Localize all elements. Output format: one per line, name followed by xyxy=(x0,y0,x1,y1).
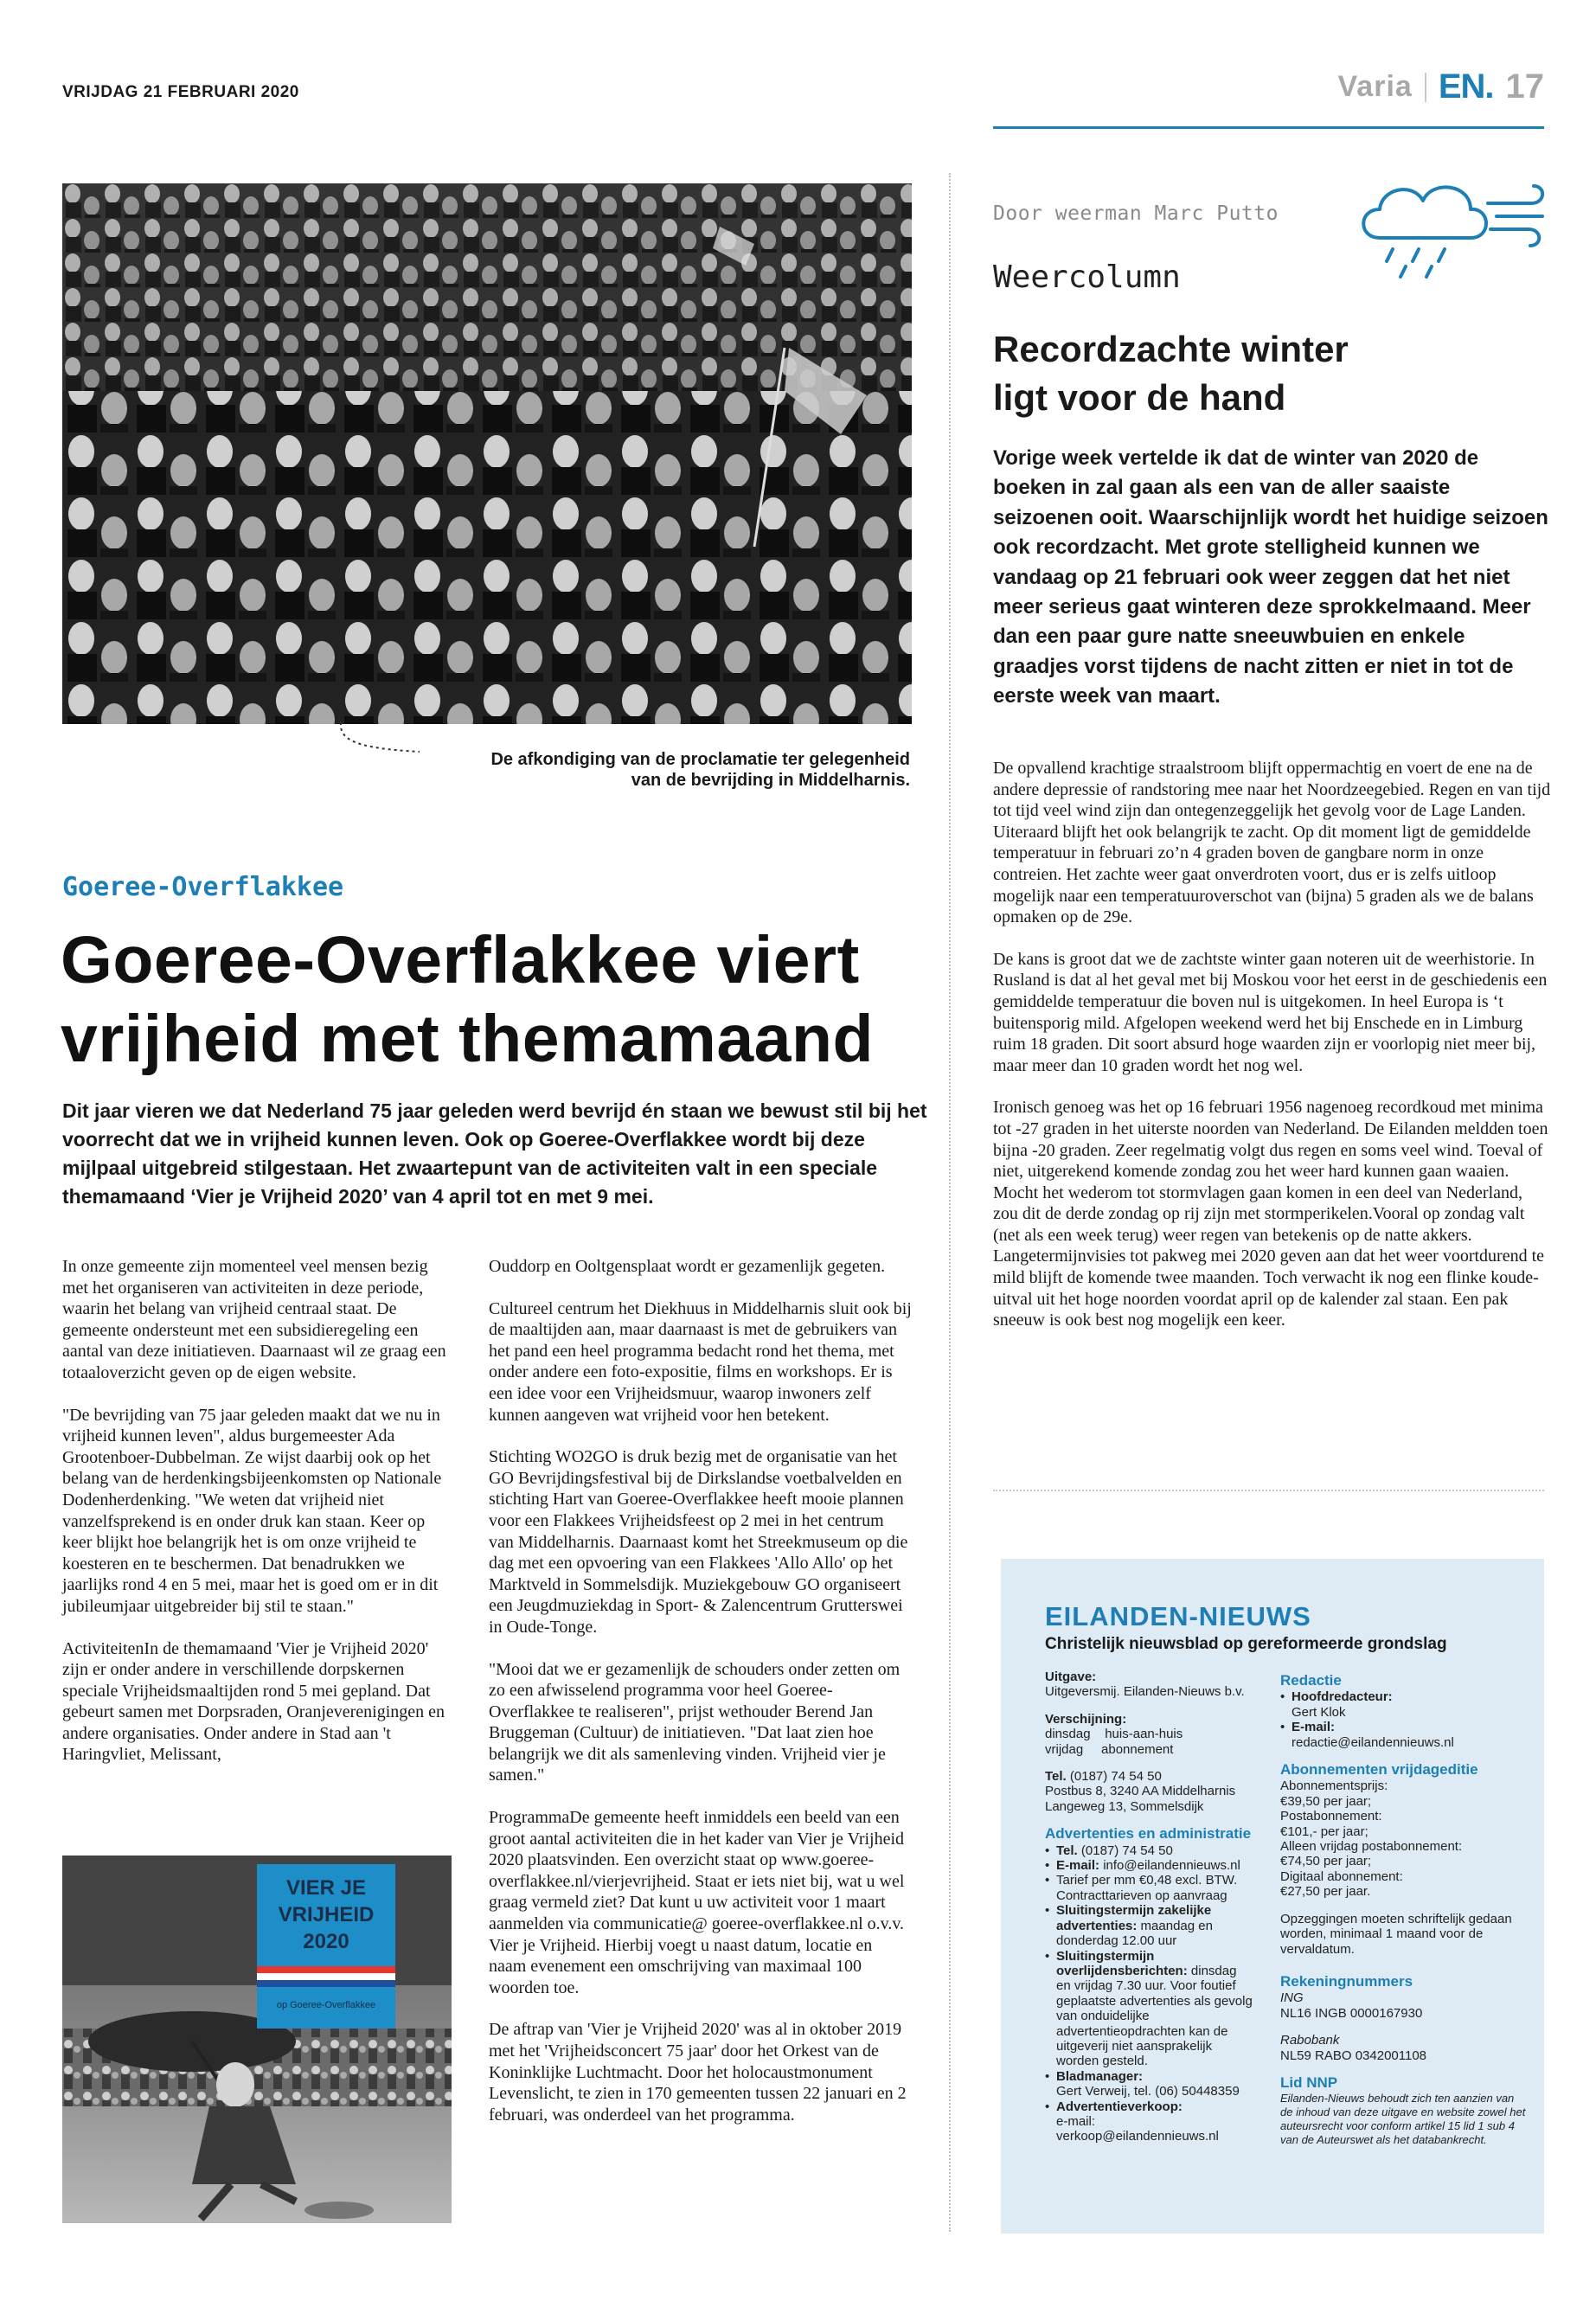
value: Contracttarieven op aanvraag xyxy=(1056,1888,1227,1903)
paragraph: De aftrap van 'Vier je Vrijheid 2020' was al in oktober 2019 met het 'Vrijheidsconcert 75 jaar' door het Orkest van de Koninklijke Luchtmacht. Door het holocaustmonument Levenslicht, te zien in 170 gemeenten tussen 22 januari en 2 februari, was onderdeel van het programma. xyxy=(489,2020,907,2125)
article-column-1 xyxy=(62,1256,456,1786)
value: dinsdag en vrijdag 7.30 uur. Voor foutief geplaatste advertenties als gevolg van onduidelijke advertentieopdrachten kan de uitgeverij niet aansprakelijk worden gesteld. xyxy=(1056,1963,1253,2069)
label: Uitgave: xyxy=(1045,1670,1097,1684)
headline-line: Goeree-Overflakkee viert xyxy=(61,923,860,997)
paragraph: Ironisch genoeg was het op 16 februari 1956 nagenoeg recordkoud met minima tot -27 graden in het uiterste noorden van Nederland. De Eilanden meldden toen bijna -20 graden. Zeer regelmatig volgt dus regen en soms veel wind. Toeval of niet, uitgerekend komende zondag zou het weer hard kunnen gaan waaien. Mocht het wederom tot stormvlagen gaan komen in een deel van Nederland, zou dit de derde zondag op rij zijn met stormperikelen.Vooral op zondag valt (net als een week terug) weer regen van betekenis op de natte akkers. Langetermijnvisies tot pakweg mei 2020 geven aan dat het weer voortdurend te mild blijft de komende twee maanden. Toch verwacht ik nog een flinke koude-uitval uit het hoge noorden voordat april op de kalender zal staan. Een pak sneeuw is ook best nog mogelijk een keer. xyxy=(993,1098,1548,1330)
label: E-mail: xyxy=(1056,1858,1100,1874)
paragraph: ProgrammaDe gemeente heeft inmiddels een beeld van een groot aantal activiteiten die in het kader van Vier je Vrijheid 2020 plaatsvinden. Een overzicht staat op www.goeree-overflakkee.nl/vierjevrijheid. Staat er iets niet bij, wat u wel graag vermeld ziet? Dat kunt u uw activiteit voor 1 maart aanmelden via communicatie@ goeree-overflakkee.nl o.v.v. Vier je Vrijheid. Hierbij voegt u naast datum, locatie en naam evenement een omschrijving van maximaal 100 woorden toe. xyxy=(489,1808,905,1997)
headline-line: vrijheid met themamaand xyxy=(61,1002,875,1076)
label: Tel. xyxy=(1045,1769,1067,1785)
label: e-mail: xyxy=(1056,2113,1096,2129)
list-item xyxy=(1045,1873,1253,1903)
value: Postabonnement: xyxy=(1280,1809,1382,1824)
colofon-heading: Advertenties en administratie xyxy=(1045,1825,1252,1843)
bank-number: NL59 RABO 0342001108 xyxy=(1280,2048,1427,2063)
list-item xyxy=(1045,1903,1253,1948)
value: Digitaal abonnement: xyxy=(1280,1868,1403,1884)
paragraph: De opvallend krachtige straalstroom blijft oppermachtig en voert de ene na de andere depressie of randstoring mee naar het Noordzeegebied. Regen en van tijd tot tijd veel wind zijn dan ontegenzeggelijk het gevolg voor de Lage Landen. Uiteraard blijft het ook belangrijk te zacht. Op dit moment ligt de gemiddelde temperatuur in februari zo’n 4 graden boven de gangbare norm in onze contreien. Het zachte weer gaat onverdroten voort, dus er is zelfs uitloop mogelijk naar een temperatuuroverschot van (bijna) 5 graden als we de balans opmaken op de 29e. xyxy=(993,759,1551,927)
list-item xyxy=(1045,1858,1253,1873)
value: redactie@eilandennieuws.nl xyxy=(1292,1734,1454,1750)
value: Alleen vrijdag postabonnement: xyxy=(1280,1839,1463,1855)
crowd-photo xyxy=(62,183,912,724)
column-divider xyxy=(949,173,951,2232)
list-item xyxy=(1280,1689,1527,1720)
eilanden-nieuws-logo: EILANDEN-NIEUWS xyxy=(1045,1601,1311,1631)
article-headline xyxy=(61,921,934,1079)
colofon-heading: Redactie xyxy=(1280,1672,1342,1689)
headline-line: Recordzachte winter xyxy=(993,329,1349,369)
list-item xyxy=(1045,2069,1253,2099)
vier-je-vrijheid-badge xyxy=(257,1864,395,2029)
label: Tel. xyxy=(1056,1843,1078,1858)
copyright-note: Eilanden-Nieuws behoudt zich ten aanzien van de inhoud van deze uitgave en website zowel het auteursrecht voor conform artikel 15 lid 1 sub 4 van de Auteurswet als het databankrecht. xyxy=(1280,2092,1526,2147)
list-item xyxy=(1045,1843,1253,1858)
value: (0187) 74 54 50 xyxy=(1080,1843,1173,1858)
paragraph: "Mooi dat we er gezamenlijk de schouders onder zetten om zo een afwisselend programma voor heel Goeree-Overflakkee te realiseren", prijst wethouder Berend Jan Bruggeman (Cultuur) de initiatieven. "Dat laat zien hoe belangrijk we dit als samenleving vinden. Vrijheid vier je samen." xyxy=(489,1659,901,1785)
value: Abonnementsprijs: xyxy=(1280,1779,1388,1794)
list-item xyxy=(1280,1720,1527,1750)
section-name: Varia xyxy=(1337,70,1413,103)
badge-subtitle: op Goeree-Overflakkee xyxy=(276,2000,376,2010)
header-rule xyxy=(993,126,1544,129)
rain-cloud-wind-icon xyxy=(1345,156,1553,281)
label: Advertentieverkoop: xyxy=(1056,2099,1183,2114)
paragraph: De kans is groot dat we de zachtste winter gaan noteren uit de weerhistorie. In Rusland is dat al het geval met bij Moskou voor het eerst in de geschiedenis een gemiddelde temperatuur die boven nul is uitgekomen. In heel Europa is ‘t buitensporig mild. Afgelopen weekend werd het bij Enschede en in Limburg ruim 18 graden. Dit soort absurd hoge waarden zijn er voorlopig niet meer bij, maar meer dan 10 graden wordt het nog wel. xyxy=(993,949,1548,1075)
value: €101,- per jaar; xyxy=(1280,1823,1368,1839)
value: Postbus 8, 3240 AA Middelharnis xyxy=(1045,1784,1236,1799)
caption-line: van de bevrijding in Middelharnis. xyxy=(631,771,910,790)
label: Hoofdredacteur: xyxy=(1292,1689,1393,1705)
value: €74,50 per jaar; xyxy=(1280,1854,1372,1869)
paragraph: "De bevrijding van 75 jaar geleden maakt dat we nu in vrijheid kunnen leven", aldus burgemeester Ada Grootenboer-Dubbelman. Ze wijst daarbij ook op het belang van de herdenkingsbijeenkomsten op Nationale Dodenherdenking. "We weten dat vrijheid niet vanzelfsprekend is en onder druk kan staan. Keer op keer blijkt hoe belangrijk het is om onze vrijheid te koesteren en te beschermen. Dat benadrukken we jaarlijks rond 4 en 5 mei, maar het is goed om er in dit jubileumjaar uitgebreider bij stil te staan." xyxy=(62,1405,442,1616)
colofon-right-column xyxy=(1280,1668,1527,2147)
value: €27,50 per jaar. xyxy=(1280,1884,1371,1900)
colofon-left-column xyxy=(1045,1670,1253,2144)
label: Sluitingstermijn zakelijke advertenties: xyxy=(1056,1903,1212,1933)
weather-body xyxy=(993,758,1551,1352)
list-item xyxy=(1045,1949,1253,2069)
caption-leader-line xyxy=(337,722,424,766)
paragraph: ActiviteitenIn de themamaand 'Vier je Vrijheid 2020' zijn er onder andere in verschillende dorpskernen speciale Vrijheidsmaaltijden rond 5 mei gepland. Dat gebeurt samen met Dorpsraden, Oranjeverenigingen en andere organisaties. Onder andere in Stad aan 't Haringvliet, Melissant, xyxy=(62,1638,445,1765)
paragraph: Ouddorp en Ooltgensplaat wordt er gezamenlijk gegeten. xyxy=(489,1257,886,1276)
value: dinsdag huis-aan-huis xyxy=(1045,1727,1183,1742)
dancer-photo xyxy=(62,1856,452,2223)
paragraph: Stichting WO2GO is druk bezig met de organisatie van het GO Bevrijdingsfestival bij de Dirkslandse voetbalvelden en stichting Hart van Goeree-Overflakkee heeft mooie plannen voor een Flakkees Vrijheidsfeest op 2 mei in het centrum van Middelharnis. Daarnaast komt het Streekmuseum op die dag met een opvoering van een Flakkees 'Allo Allo' op het Marktveld in Sommelsdijk. Muziekgebouw GO organiseert een Jeugdmuziekdag in Sport- & Zalencentrum Grutterswei in Oude-Tonge. xyxy=(489,1447,908,1637)
colofon-heading: Rekeningnummers xyxy=(1280,1972,1413,1990)
value: Uitgeversmij. Eilanden-Nieuws b.v. xyxy=(1045,1684,1245,1700)
headline-line: ligt voor de hand xyxy=(993,377,1286,418)
weather-byline: Door weerman Marc Putto xyxy=(993,202,1279,225)
bank-name: Rabobank xyxy=(1280,2033,1340,2048)
label: E-mail: xyxy=(1292,1720,1336,1735)
label: Bladmanager: xyxy=(1056,2068,1144,2084)
bank-number: NL16 INGB 0000167930 xyxy=(1280,2005,1423,2021)
colofon-heading: Abonnementen vrijdageditie xyxy=(1280,1761,1478,1779)
paragraph: Cultureel centrum het Diekhuus in Middelharnis sluit ook bij de maaltijden aan, maar daarnaast is met de gebruikers van het pand een heel programma bedacht rond het thema, met onder andere een foto-expositie, films en workshops. Er is een idee voor een Vrijheidsmuur, waarop inwoners zelf kunnen aangeven wat vrijheid voor hen betekent. xyxy=(489,1298,912,1425)
section-rule xyxy=(993,1490,1544,1491)
value: Langeweg 13, Sommelsdijk xyxy=(1045,1798,1204,1814)
header-divider xyxy=(1425,73,1426,102)
caption-line: De afkondiging van de proclamatie ter gelegenheid xyxy=(490,750,910,769)
value: Gert Klok xyxy=(1292,1704,1346,1720)
value: maandag en donderdag 12.00 uur xyxy=(1056,1918,1213,1949)
colofon-heading: Lid NNP xyxy=(1280,2073,1338,2091)
paragraph: In onze gemeente zijn momenteel veel mensen bezig met het organiseren van activiteiten in deze periode, waarin het belang van vrijheid centraal staat. De gemeente ondersteunt met een subsidieregeling een aantal van deze initiatieven. Daarnaast wil ze graag een totaaloverzicht geven op de eigen website. xyxy=(62,1257,446,1382)
page-header xyxy=(1338,67,1545,106)
value: Tarief per mm €0,48 excl. BTW. xyxy=(1056,1873,1238,1888)
article-lead: Dit jaar vieren we dat Nederland 75 jaar geleden werd bevrijd én staan we bewust stil bij het voorrecht dat we in vrijheid kunnen leven. Ook op Goeree-Overflakkee wordt bij deze mijlpaal uitgebreid stilgestaan. Het zwaartepunt van de activiteiten valt in een speciale themamaand ‘Vier je Vrijheid 2020’ van 4 april tot en met 9 mei. xyxy=(62,1099,927,1208)
badge-line: 2020 xyxy=(303,1930,349,1953)
colofon-tagline: Christelijk nieuwsblad op gereformeerde grondslag xyxy=(1045,1635,1447,1653)
badge-line: VIER JE xyxy=(285,1876,367,1900)
badge-line: VRIJHEID xyxy=(278,1903,375,1926)
label: Verschijning: xyxy=(1045,1711,1127,1727)
photo-caption xyxy=(415,749,910,791)
value: vrijdag abonnement xyxy=(1045,1741,1174,1757)
value: €39,50 per jaar; xyxy=(1280,1793,1372,1809)
value: (0187) 74 54 50 xyxy=(1069,1769,1162,1785)
value: info@eilandennieuws.nl xyxy=(1103,1858,1240,1874)
en-logo: EN. xyxy=(1438,67,1494,106)
weather-headline xyxy=(993,325,1547,422)
weather-column-title: Weercolumn xyxy=(993,260,1181,295)
article-column-2 xyxy=(489,1256,913,2146)
issue-date: VRIJDAG 21 FEBRUARI 2020 xyxy=(62,83,299,101)
bank-name: ING xyxy=(1280,1990,1304,2006)
value: verkoop@eilandennieuws.nl xyxy=(1056,2129,1219,2144)
value: Gert Verweij, tel. (06) 50448359 xyxy=(1056,2084,1240,2099)
weather-lead: Vorige week vertelde ik dat de winter van 2020 de boeken in zal gaan als een van de aller saaiste seizoenen ooit. Waarschijnlijk wordt het huidige seizoen ook recordzacht. Met grote stelligheid kunnen we vandaag op 21 februari ook weer zeggen dat het niet meer serieus gaat winteren deze sprokkelmaand. Meer dan een paar gure natte sneeuwbuien en enkele graadjes vorst tijdens de nacht zitten er niet in tot de eerste week van maart. xyxy=(993,446,1548,708)
list-item xyxy=(1045,2099,1253,2144)
opzegging-note: Opzeggingen moeten schriftelijk gedaan worden, minimaal 1 maand voor de vervaldatum. xyxy=(1280,1911,1512,1957)
article-kicker: Goeree-Overflakkee xyxy=(62,872,344,902)
page-number: 17 xyxy=(1505,67,1544,106)
label: Sluitingstermijn overlijdensberichten: xyxy=(1056,1948,1188,1978)
